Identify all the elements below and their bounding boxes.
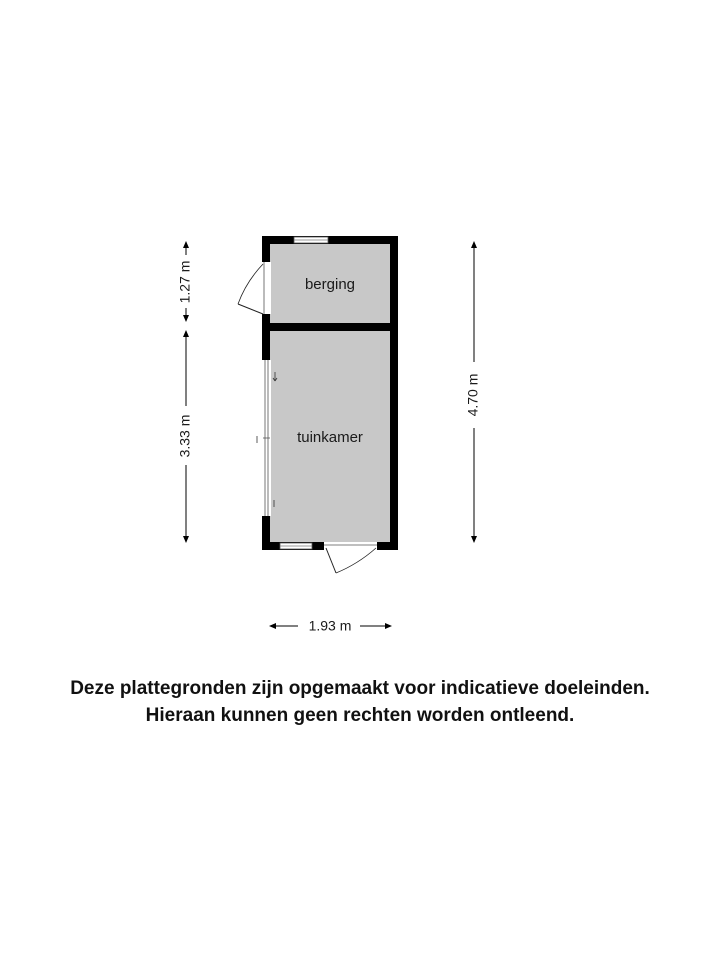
disclaimer-line-1: Deze plattegronden zijn opgemaakt voor indicatieve doeleinden. — [70, 678, 650, 699]
dimension-width — [269, 618, 392, 634]
dimension-berging-height — [177, 241, 193, 322]
dimension-tuinkamer-height — [177, 330, 193, 543]
tuinkamer-door — [324, 542, 377, 573]
dimension-total-height — [465, 241, 481, 543]
dimension-label-berging: 1.27 m — [176, 260, 193, 304]
berging-door — [238, 262, 271, 314]
tuinkamer-bottom-window — [280, 543, 312, 549]
room-label-tuinkamer: tuinkamer — [297, 429, 363, 446]
dimension-label-total: 4.70 m — [464, 373, 481, 417]
room-label-berging: berging — [304, 276, 356, 293]
disclaimer-line-2: Hieraan kunnen geen rechten worden ontleend. — [145, 705, 575, 726]
dimension-label-tuinkamer: 3.33 m — [176, 414, 193, 458]
berging-window — [294, 237, 328, 243]
dimension-label-width: 1.93 m — [308, 617, 352, 634]
